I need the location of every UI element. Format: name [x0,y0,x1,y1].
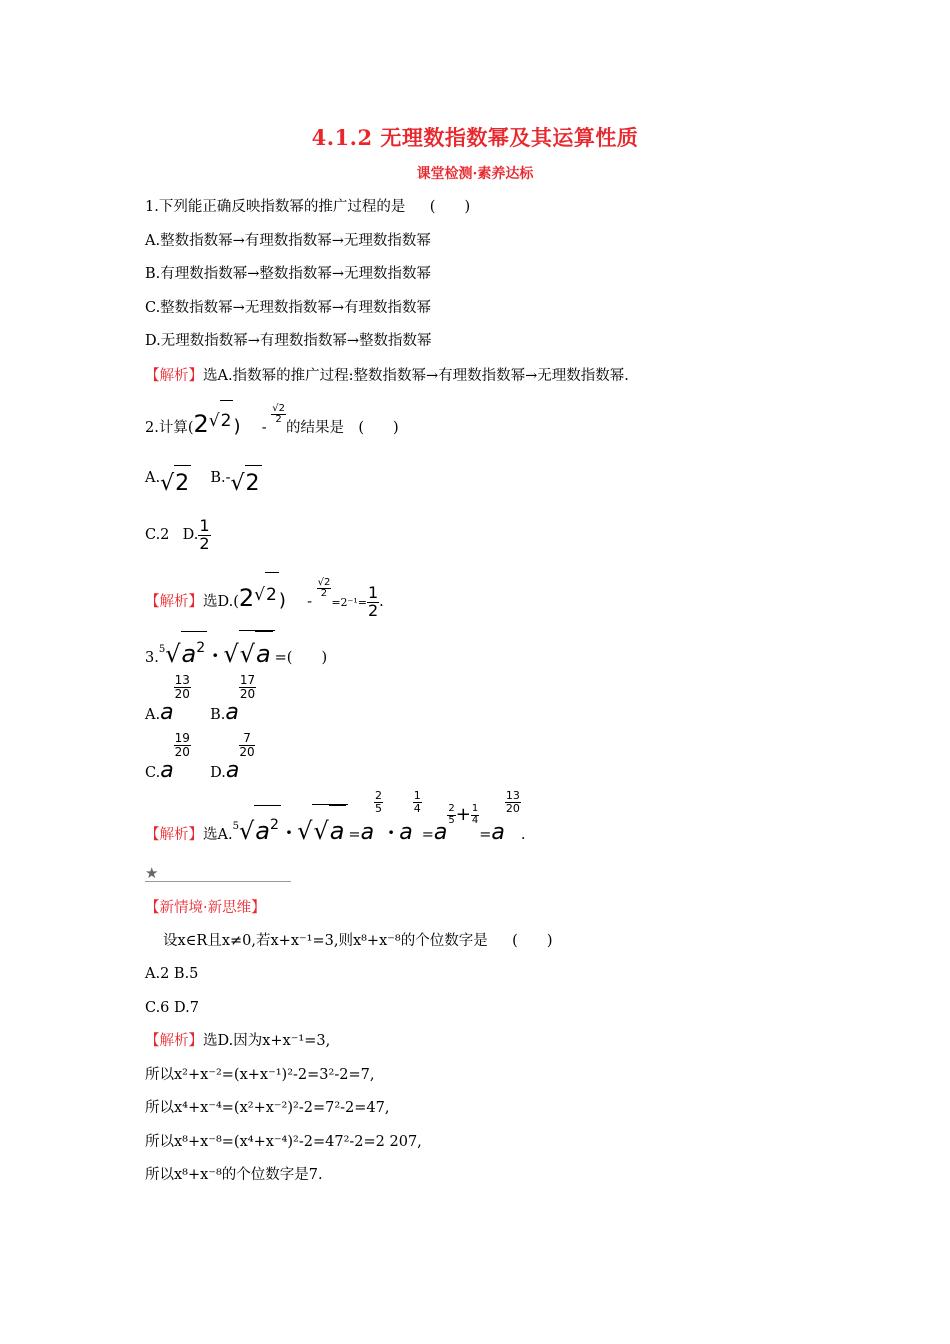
q2-option-d-frac: $\frac{1}{2}$ [199,515,210,553]
q2-analysis-base: 2 [238,584,255,612]
q3-label: 3. [145,650,159,666]
q3-analysis-term3: a $\frac{2}{5}$ + $\frac{1}{4}$ [433,803,479,845]
q3-option-a-label: A. [145,707,161,723]
q1-stem-text: 1.下列能正确反映指数幂的推广过程的是 [145,199,406,215]
q4-analysis-3: 所以x⁴+x⁻⁴=(x²+x⁻²)²-2=7²-2=47, [145,1100,390,1116]
q3-option-c-value: a $\frac{19}{20}$ [160,731,190,783]
q3-option-b-value: a $\frac{17}{20}$ [225,673,256,725]
q2-analysis-exponent: $\frac{√2}{2}$ [317,576,331,599]
q1-paren: ( ) [429,199,471,215]
q1-stem [145,197,490,217]
q3-option-d-value: a $\frac{7}{20}$ [225,731,255,783]
q4-stem [163,931,572,951]
q4-stem-text: 设x∈R且x≠0,若x+x⁻¹=3,则x⁸+x⁻⁸的个位数字是 [163,933,488,949]
q2-option-a-label: A. [145,470,161,486]
q3-analysis [145,789,526,862]
q3-analysis-dot: · [285,820,293,844]
q3-option-a-value: a $\frac{13}{20}$ [160,673,190,725]
q3-option-d-label: D. [210,765,226,781]
analysis-tag: 【解析】 [145,368,203,384]
q2-analysis-neg: - [307,594,312,610]
q1-option-b: B.有理数指数幂→整数指数幂→无理数指数幂 [145,266,432,282]
q2-analysis: 【解析】选D.(2√2 ) - $\frac{√2}{2}$ =2⁻¹= $\frac{1}{2}$ . [145,572,384,625]
page-title: 4.1.2 无理数指数幂及其运算性质 [311,125,639,150]
q3-option-b-label: B. [210,707,226,723]
q3-fifth-root: $√a^2$ [165,631,207,680]
q3-analysis-result: a $\frac{13}{20}$ [491,789,520,845]
analysis-tag: 【解析】 [145,594,203,610]
q2-stem-prefix: 2.计算( [145,420,194,436]
q2-analysis-end: . [379,594,384,610]
q1-option-a: A.整数指数幂→有理数指数幂→无理数指数幂 [145,233,431,249]
q4-options-ab: A.2 B.5 [145,966,199,982]
q2-option-b-root: √2 [231,465,262,502]
q3-analysis-nested-root: √√a [297,804,348,856]
q2-option-b-label: B.- [210,470,231,486]
star-icon: ★ [145,864,159,882]
q3-analysis-term1: a $\frac{2}{5}$ [360,789,383,845]
q1-option-d: D.无理数指数幂→有理数指数幂→整数指数幂 [145,333,432,349]
q3-tail: =( ) [274,650,328,666]
q3-option-c-label: C. [145,765,161,781]
q3-analysis-eq2: = [421,827,434,843]
q2-option-d-label: D. [182,527,199,543]
q2-base: 2 [193,410,209,438]
q4-analysis-5: 所以x⁸+x⁻⁸的个位数字是7. [145,1167,323,1183]
q2-options-cd [145,513,211,557]
q3-analysis-eq1: = [348,827,361,843]
analysis-tag: 【解析】 [145,827,203,843]
q3-nested-root: √√a [223,630,274,676]
q2-analysis-result: $\frac{1}{2}$ [367,582,379,620]
q2-exponent: $\frac{√2}{2}$ [272,402,285,425]
page-subtitle: 课堂检测·素养达标 [416,166,534,182]
q3-analysis-eq3: = [479,827,492,843]
q3-analysis-index: 5 [232,821,239,832]
q3-analysis-dot2: · [387,820,395,844]
q2-option-a-root: √2 [160,465,191,502]
q4-analysis-1-text: 选D.因为x+x⁻¹=3, [203,1033,331,1049]
q2-paren: ( ) [358,420,399,436]
q4-analysis-1 [145,1031,330,1051]
q3-options-cd [145,731,255,798]
q4-paren: ( ) [512,933,553,949]
q2-analysis-root: √2 [254,572,279,617]
q2-stem: 2.计算(2√2 ) - $\frac{√2}{2}$ 的结果是 ( ) [145,400,409,448]
q1-analysis-text: 选A.指数幂的推广过程:整数指数幂→有理数指数幂→无理数指数幂. [203,368,629,384]
q3-analysis-fifth-root: $√a^2$ [239,805,281,860]
q1-option-c: C.整数指数幂→无理数指数幂→有理数指数幂 [145,300,431,316]
q3-root-index: 5 [158,644,166,655]
q2-option-c: C.2 [145,527,170,543]
q2-analysis-mid: =2⁻¹= [331,596,367,609]
q3-analysis-prefix: 选A. [203,827,233,843]
q3-dot: · [211,643,219,667]
q2-neg-sign: - [261,420,267,436]
q4-analysis-2: 所以x²+x⁻²=(x+x⁻¹)²-2=3²-2=7, [145,1067,375,1083]
q3-analysis-end: . [520,827,526,843]
q4-analysis-4: 所以x⁸+x⁻⁸=(x⁴+x⁻⁴)²-2=47²-2=2 207, [145,1134,422,1150]
q3-analysis-term2: a $\frac{1}{4}$ [399,789,421,845]
q1-analysis [145,366,629,386]
analysis-tag: 【解析】 [145,1033,203,1049]
q2-analysis-prefix: 选D.( [203,594,239,610]
section-divider [145,881,291,882]
q2-stem-suffix: 的结果是 [285,420,344,436]
q4-tag: 【新情境·新思维】 [145,900,266,916]
q4-options-cd: C.6 D.7 [145,1000,199,1016]
q2-root: √2 [209,400,234,441]
q2-options-ab [145,460,262,504]
q3-stem [145,630,327,682]
